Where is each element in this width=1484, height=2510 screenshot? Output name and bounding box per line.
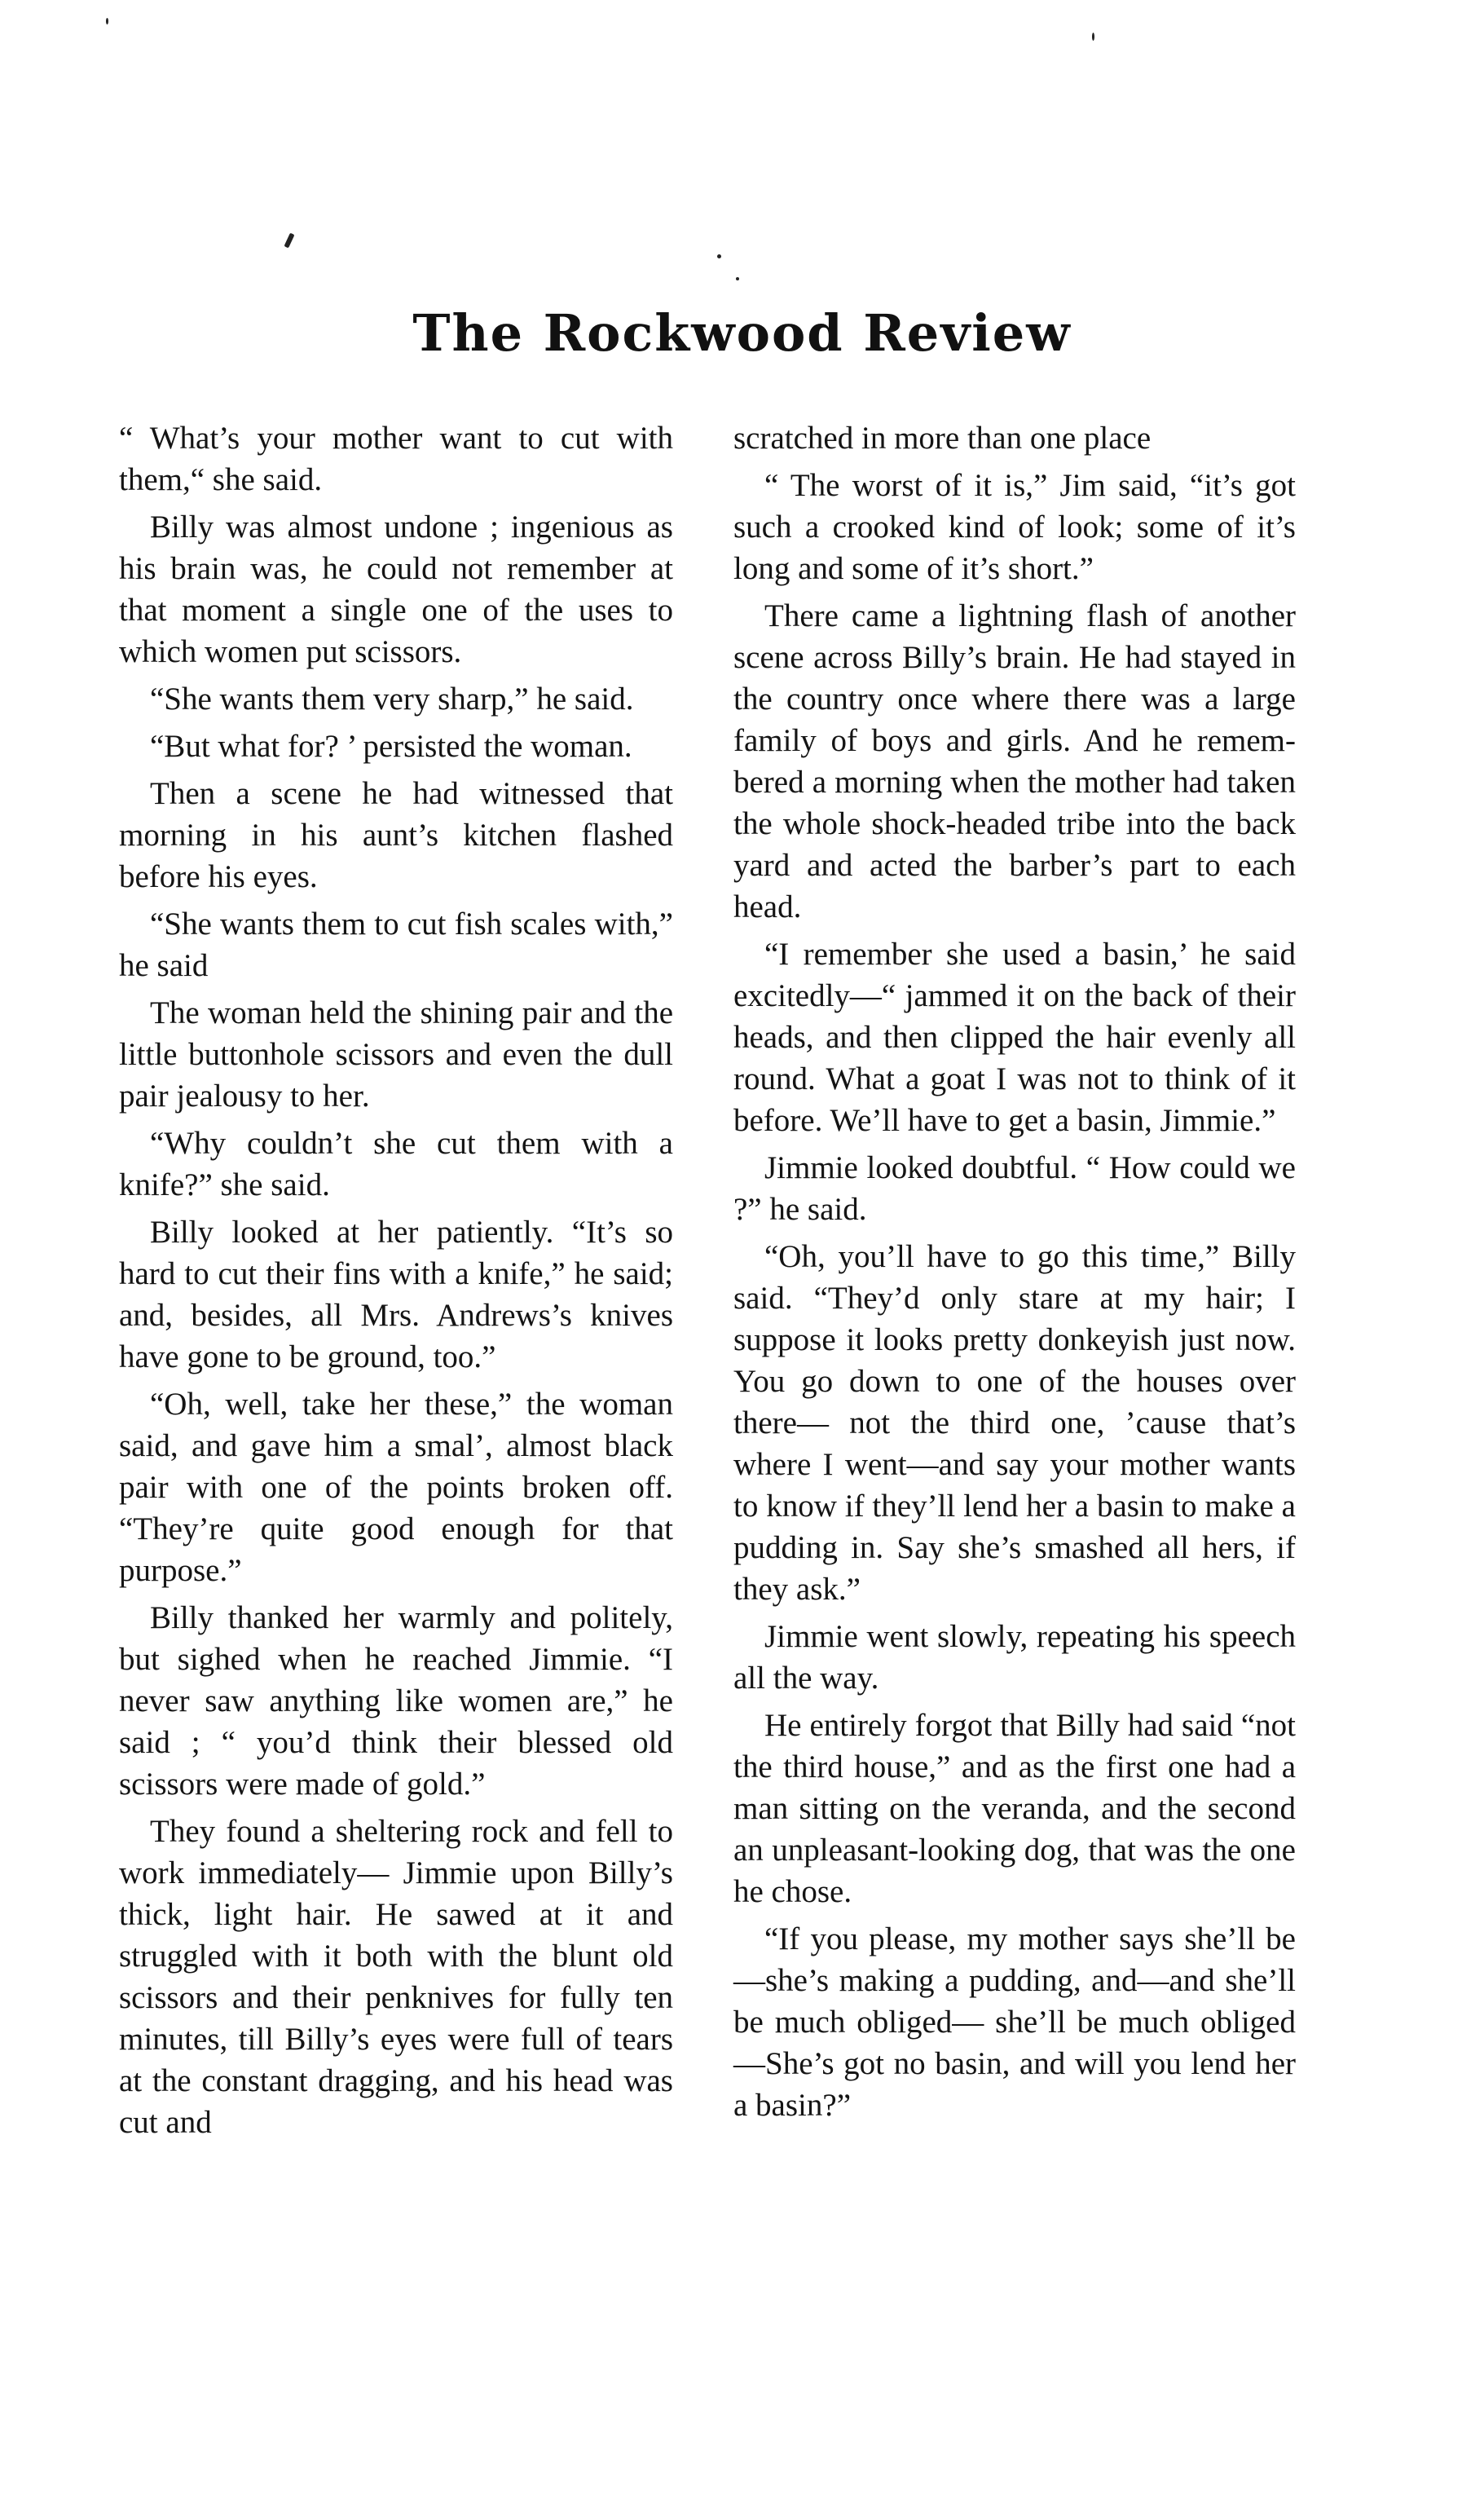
scan-speck	[717, 254, 721, 258]
paragraph: There came a lightning flash of another scene across Billy’s brain. He had stayed in the country once where there was a large family of boys and girls. And he remembered a morning when the mother had taken the whole shock-headed tribe into the back yard and acted the barber’s part to each head.	[733, 598, 1296, 924]
paragraph: “I remember she used a basin,’ he said excitedly—“ jammed it on the back of their heads, and then clipped the hair evenly all round. What a goat I was not to think of it before. We’ll have to get a basin, Jimmie.”	[733, 937, 1296, 1138]
scan-speck	[106, 18, 108, 24]
paragraph: “Why couldn’t she cut them with a knife?” she said.	[119, 1126, 673, 1202]
paragraph: “ The worst of it is,” Jim said, “it’s got such a crooked kind of look; some of it’s long and some of it’s short.”	[733, 468, 1296, 586]
paragraph: “But what for? ’ persisted the woman.	[150, 729, 632, 764]
paragraph: “ What’s your mother want to cut with them,“ she said.	[119, 421, 673, 497]
paragraph: The woman held the shining pair and the little buttonhole scissors and even the dull pair jealousy to her.	[119, 995, 673, 1114]
text-column-left	[119, 417, 673, 2149]
page-header-title: The Rockwood Review	[412, 303, 1072, 363]
paragraph: They found a sheltering rock and fell to work immediately— Jimmie upon Billy’s thick, light hair. He sawed at it and struggled with it both with the blunt old scissors and their penknives for fully ten minutes, till Billy’s eyes were full of tears at the constant dragging, and his head was cut and	[119, 1814, 673, 2140]
paragraph: He entirely forgot that Billy had said “not the third house,” and as the first one had a man sitting on the veranda, and the second an unpleasant-looking dog, that was the one he chose.	[733, 1708, 1296, 1909]
paragraph: Jimmie went slowly, repeating his speech all the way.	[733, 1619, 1296, 1696]
paragraph: scratched in more than one place	[733, 421, 1152, 456]
paragraph: “Oh, well, take her these,” the woman said, and gave him a smal’, almost black pair with one of the points broken off. “They’re quite good enough for that purpose.”	[119, 1387, 673, 1588]
paragraph: “She wants them to cut fish scales with,” he said	[119, 907, 673, 983]
scan-speck	[284, 233, 294, 249]
scan-speck	[1092, 33, 1094, 41]
paragraph: Then a scene he had witnessed that morning in his aunt’s kitchen flashed before his eyes.	[119, 776, 673, 894]
paragraph: Billy looked at her patiently. “It’s so hard to cut their fins with a knife,” he said; and, besides, all Mrs. Andrews’s knives have gone to be ground, too.”	[119, 1215, 673, 1374]
paragraph: Billy thanked her warmly and politely, but sighed when he reached Jimmie. “I never saw anything like women are,” he said ; “ you’d think their blessed old scissors were made of gold.”	[119, 1600, 673, 1802]
paragraph: Jimmie looked doubtful. “ How could we ?” he said.	[733, 1150, 1296, 1227]
paragraph: “If you please, my mother says she’ll be—she’s making a pudding, and—and she’ll be much obliged— she’ll be much obliged—She’s got no basin, and will you lend her a basin?”	[733, 1921, 1296, 2123]
paragraph: “Oh, you’ll have to go this time,” Billy said. “They’d only stare at my hair; I suppose it looks pretty donkeyish just now. You go down to one of the houses over there— not the third one, ’cause that’s where I went—and say your mother wants to know if they’ll lend her a basin to make a pudding in. Say she’s smashed all hers, if they ask.”	[733, 1239, 1296, 1607]
paragraph: Billy was almost undone ; ingenious as his brain was, he could not remember at that moment a single one of the uses to which women put scissors.	[119, 509, 673, 669]
text-column-right	[733, 417, 1296, 2132]
scan-speck	[736, 277, 739, 280]
paragraph: “She wants them very sharp,” he said.	[150, 682, 634, 717]
